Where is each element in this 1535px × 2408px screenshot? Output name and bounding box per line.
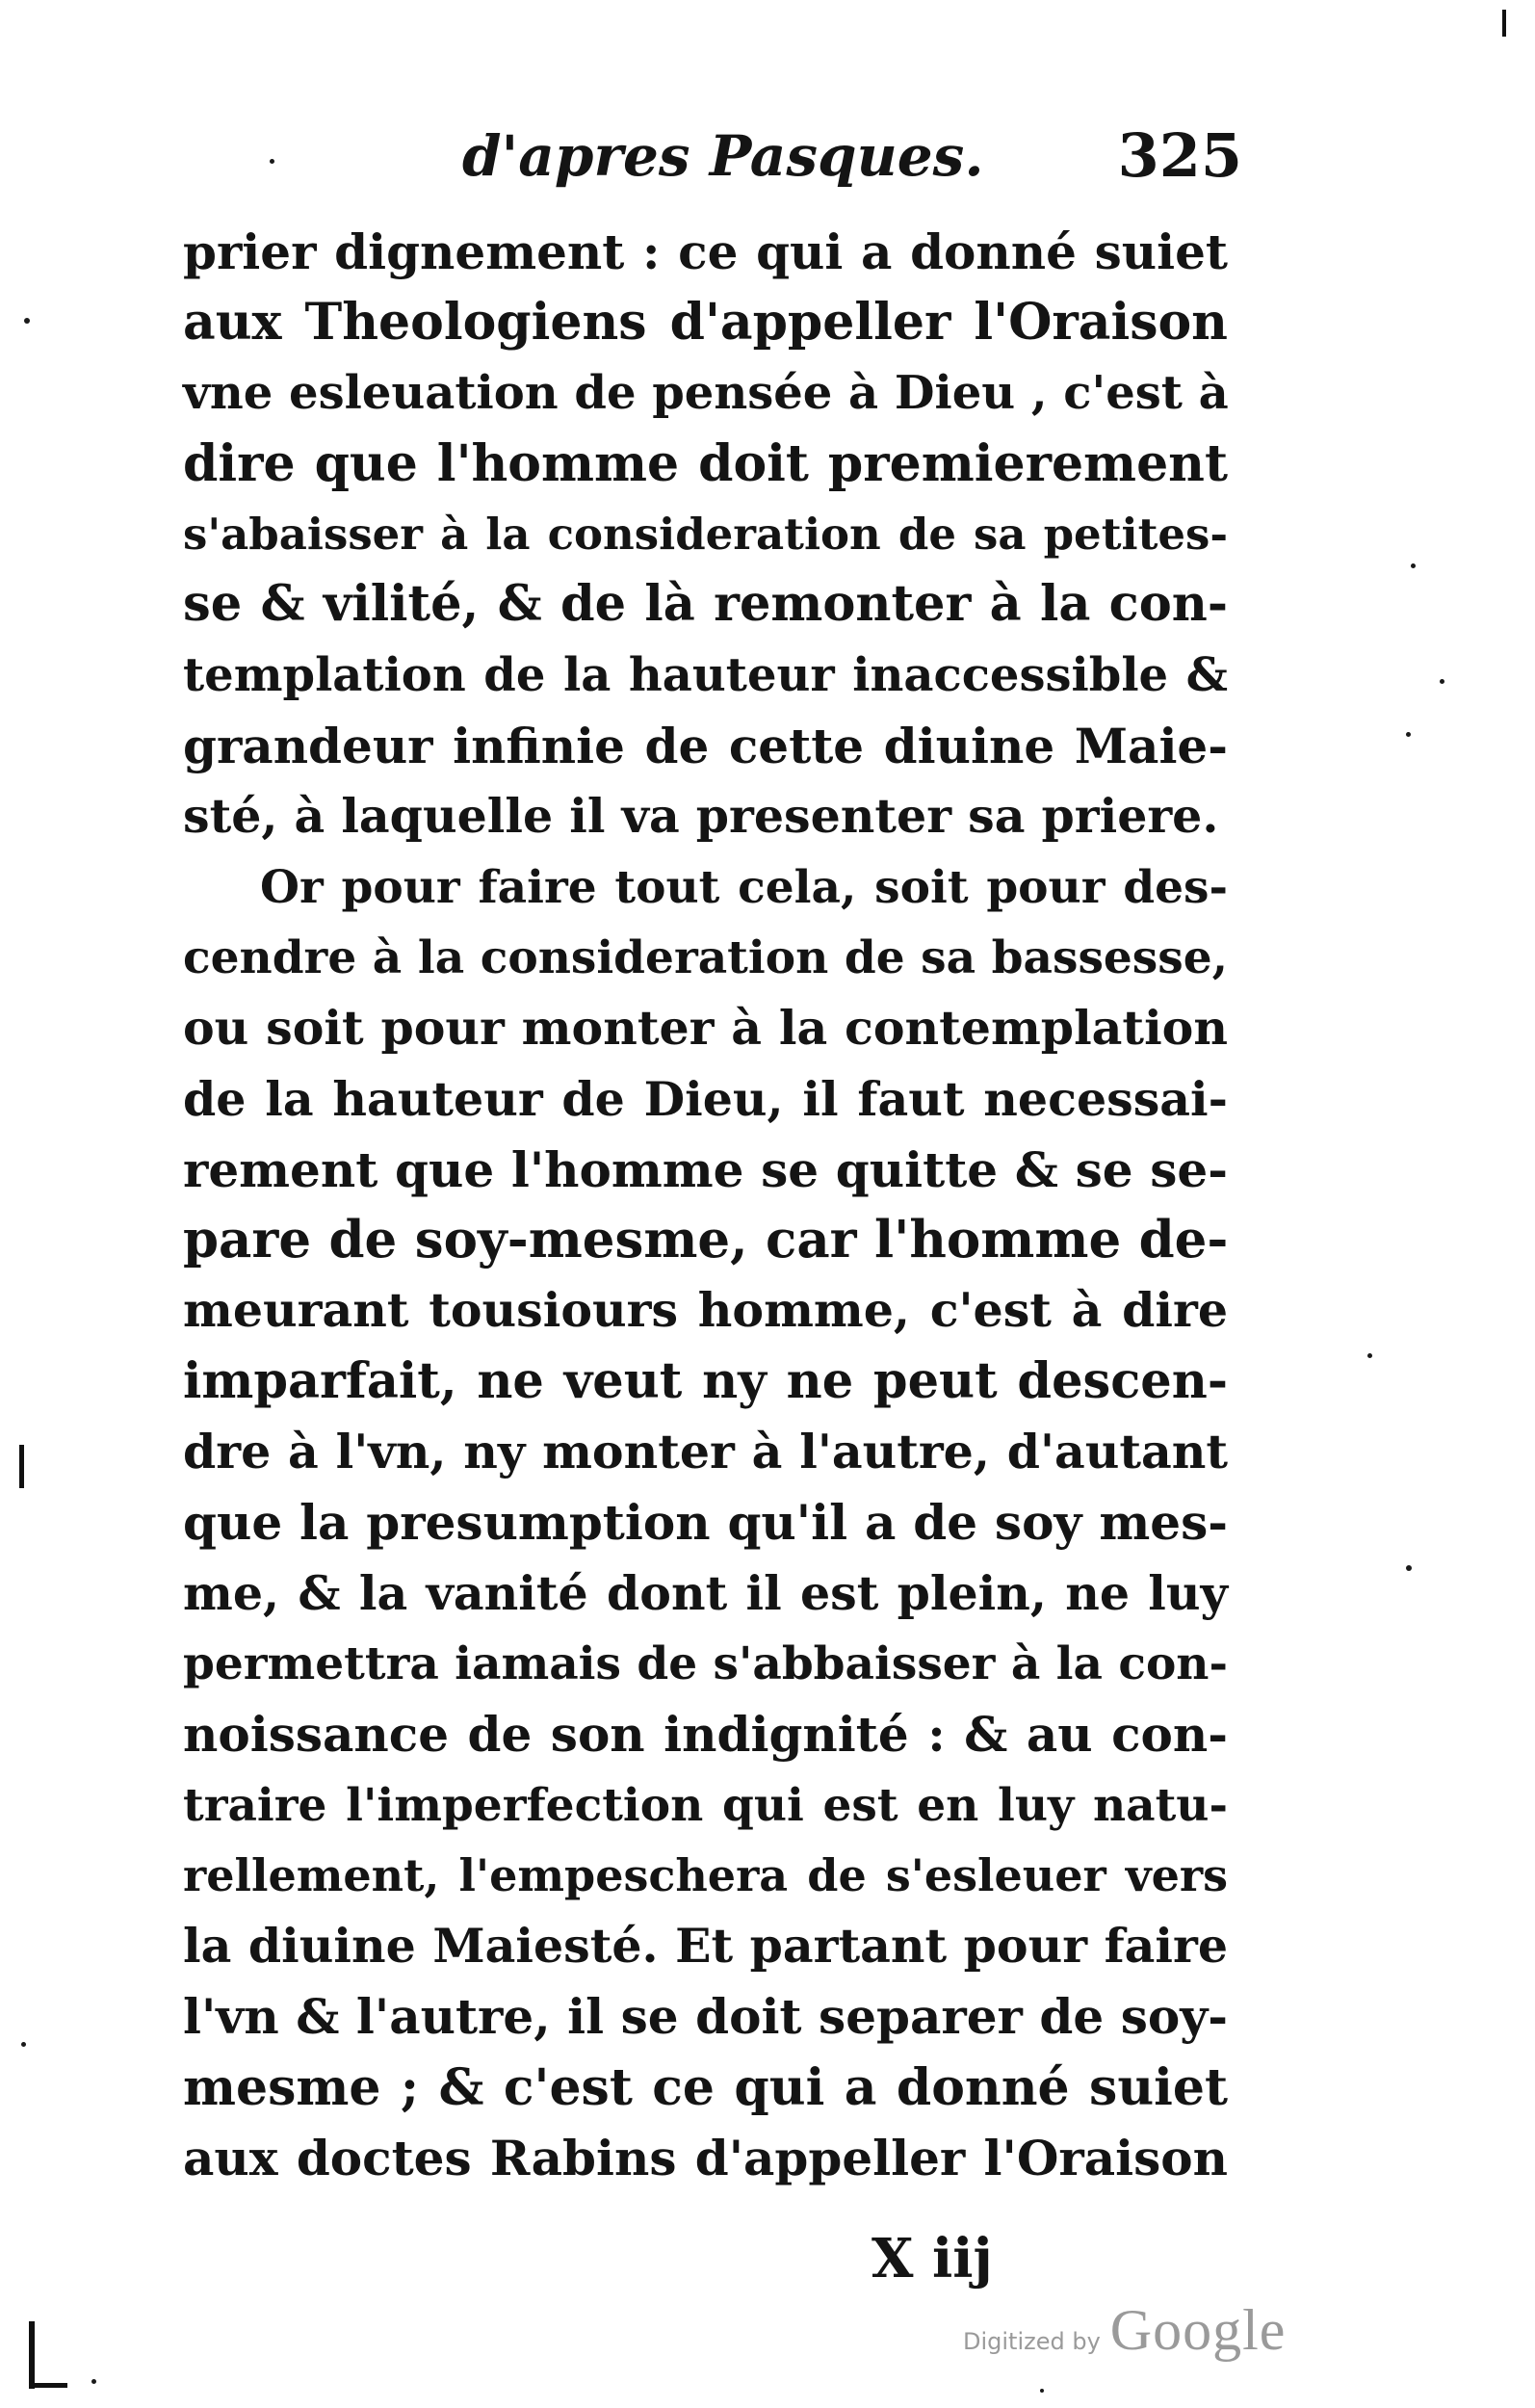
text-line: templation de la hauteur inaccessible & [183, 647, 1228, 702]
text-line: imparfait, ne veut ny ne peut descen- [183, 1351, 1228, 1410]
text-line: vne esleuation de pensée à Dieu , c'est à [183, 365, 1229, 420]
text-line: ou soit pour monter à la contemplation [183, 1000, 1228, 1057]
body-text [183, 217, 1228, 2193]
scan-speck [1406, 1565, 1412, 1571]
scan-speck [270, 159, 274, 164]
text-line: permettra iamais de s'abbaisser à la con- [183, 1636, 1228, 1690]
text-line: s'abaisser à la consideration de sa petites- [183, 509, 1228, 561]
text-line: rement que l'homme se quitte & se se- [183, 1140, 1228, 1198]
watermark-digitized-by: Digitized by [963, 2328, 1101, 2355]
scan-speck [24, 318, 30, 324]
text-line: noissance de son indignité : & au con- [183, 1706, 1228, 1764]
text-line: traire l'imperfection qui est en luy natu- [183, 1778, 1228, 1832]
text-line: dre à l'vn, ny monter à l'autre, d'autant [183, 1424, 1228, 1480]
watermark-google-logo: Google [1109, 2298, 1287, 2362]
signature-mark: X iij [872, 2227, 993, 2290]
text-line: grandeur infinie de cette diuine Maie- [183, 718, 1228, 775]
scan-speck [1406, 732, 1411, 737]
text-line: mesme ; & c'est ce qui a donné suiet [183, 2057, 1228, 2117]
text-line: sté, à laquelle il va presenter sa priere. [183, 788, 1219, 845]
running-head [424, 118, 1242, 195]
scan-edge-mark [29, 2321, 35, 2389]
text-line: meurant tousiours homme, c'est à dire [183, 1282, 1228, 1339]
text-line: pare de soy-mesme, car l'homme de- [183, 1210, 1229, 1270]
scan-speck [1440, 679, 1444, 684]
text-line: aux Theologiens d'appeller l'Oraison [183, 293, 1228, 353]
scan-speck [91, 2379, 96, 2384]
scan-speck [1040, 2389, 1044, 2393]
running-title: d'apres Pasques. [462, 123, 984, 189]
text-line: prier dignement : ce qui a donné suiet [183, 223, 1228, 280]
scan-speck [1367, 1353, 1372, 1358]
text-line: dire que l'homme doit premierement [183, 433, 1228, 493]
scan-edge-mark [1502, 10, 1506, 37]
text-line-paragraph-start: Or pour faire tout cela, soit pour des- [260, 860, 1228, 914]
scan-speck [21, 2042, 26, 2047]
text-line: l'vn & l'autre, il se doit separer de soy- [183, 1988, 1228, 2046]
scan-edge-mark [19, 1445, 24, 1488]
text-line: que la presumption qu'il a de soy mes- [183, 1494, 1228, 1552]
text-line: aux doctes Rabins d'appeller l'Oraison [183, 2130, 1228, 2187]
text-line: cendre à la consideration de sa bassesse, [183, 930, 1228, 984]
scan-edge-mark [29, 2383, 67, 2388]
text-line: la diuine Maiesté. Et partant pour faire [183, 1918, 1228, 1975]
scan-speck [1411, 563, 1416, 568]
text-line: rellement, l'empeschera de s'esleuer vers [183, 1848, 1228, 1901]
page-number: 325 [1117, 120, 1242, 191]
text-line: se & vilité, & de là remonter à la con- [183, 575, 1228, 634]
text-line: me, & la vanité dont il est plein, ne luy [183, 1564, 1228, 1621]
google-watermark [963, 2297, 1286, 2374]
text-line: de la hauteur de Dieu, il faut necessai- [183, 1070, 1228, 1127]
